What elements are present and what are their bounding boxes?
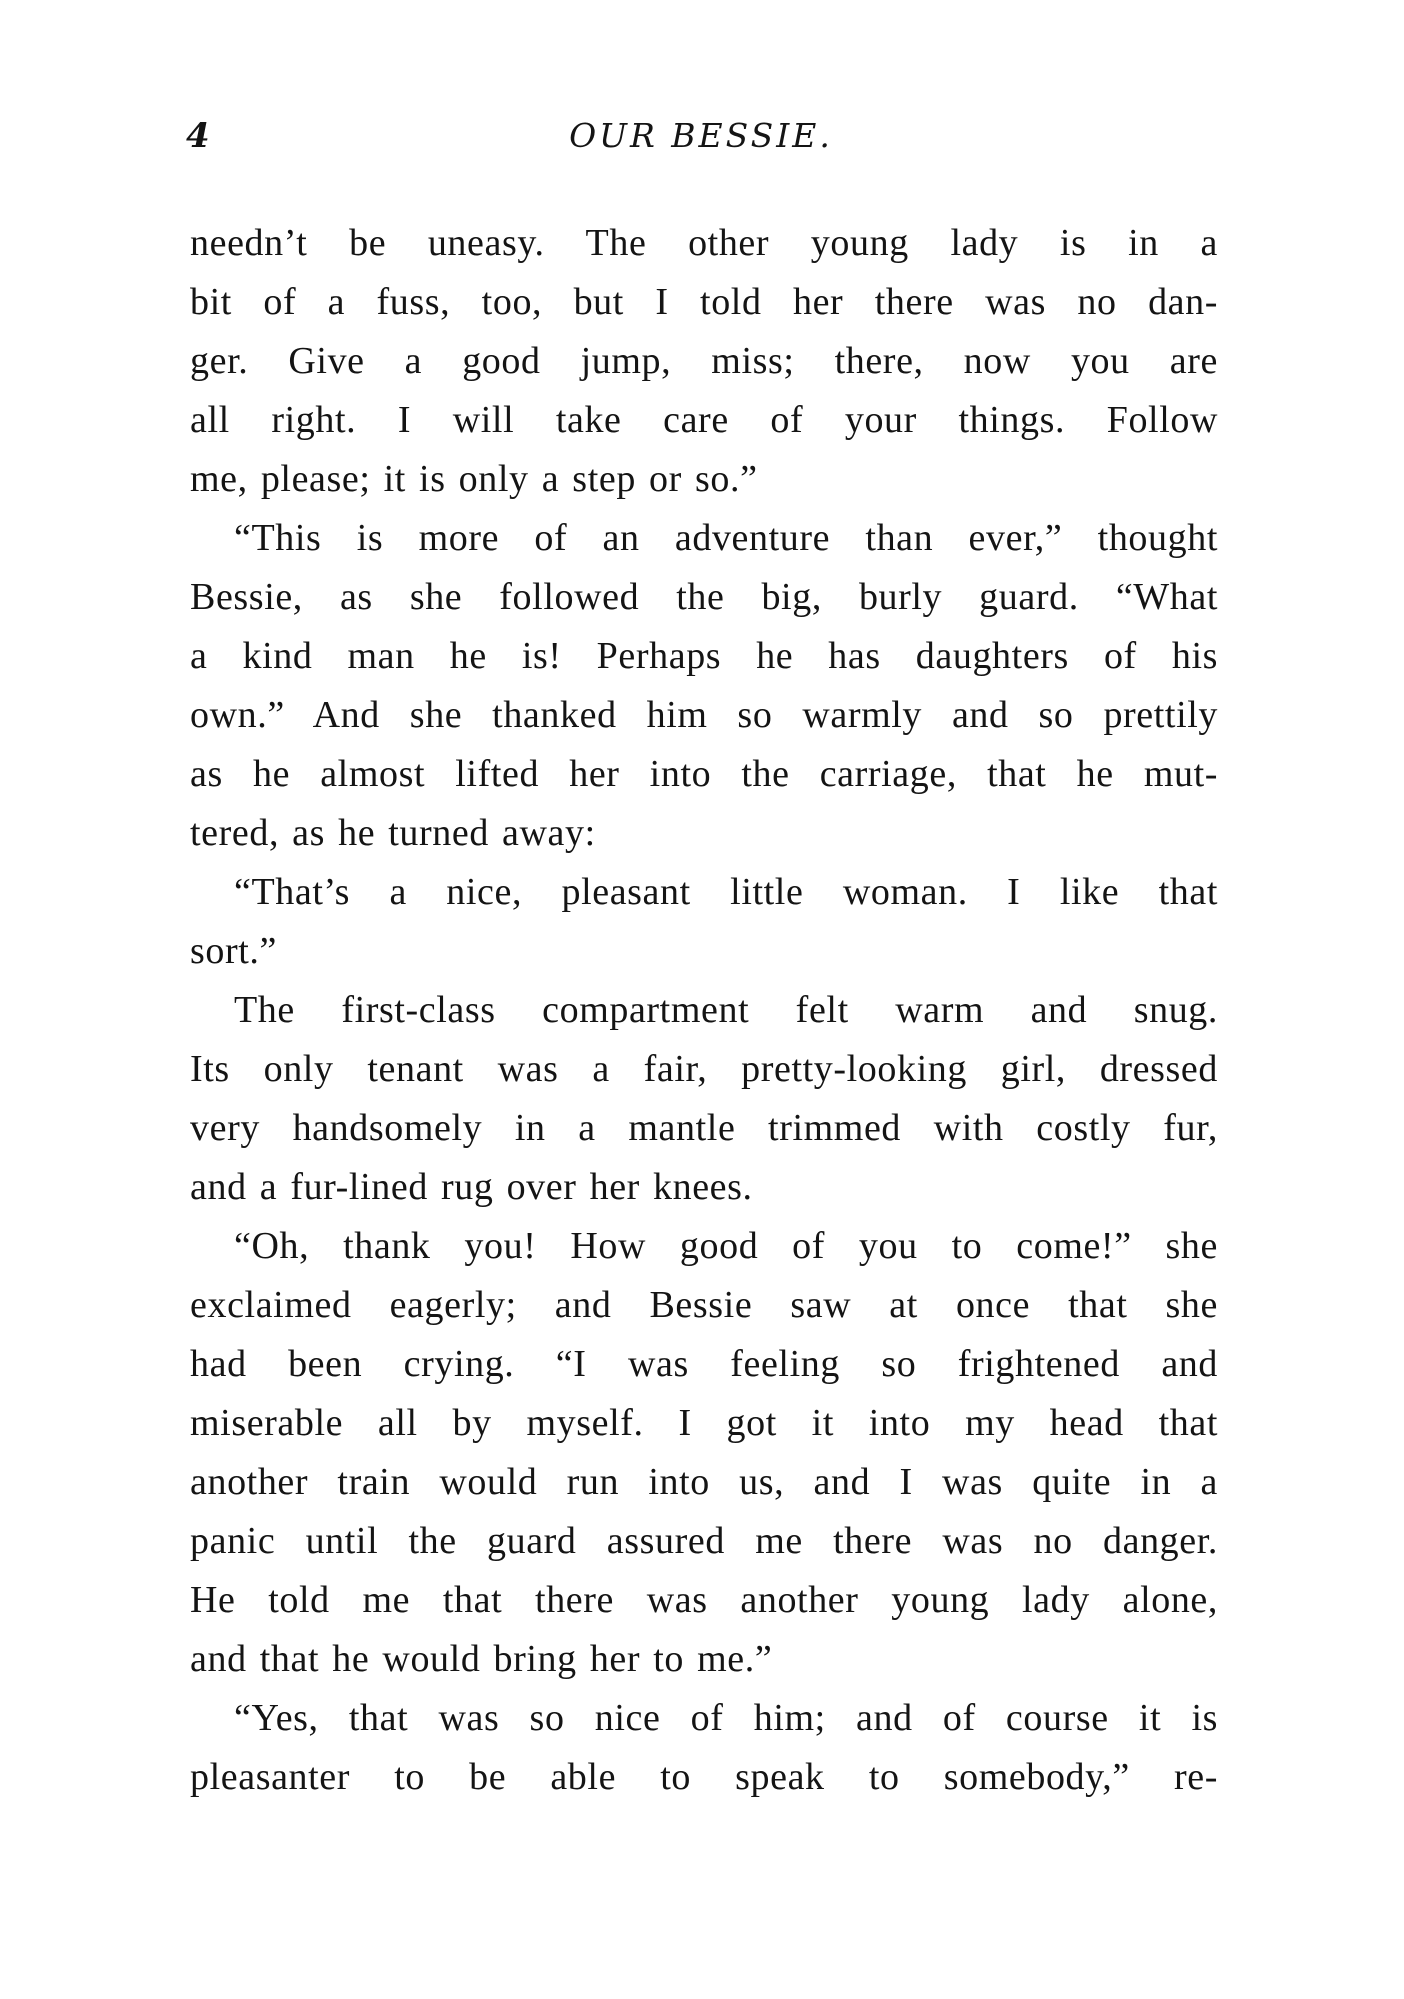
page-number: 4	[186, 116, 210, 156]
text-line: and that he would bring her to me.”	[190, 1638, 773, 1680]
text-line: panic until the guard assured me there was no danger.	[190, 1520, 1218, 1562]
text-line: all right. I will take care of your things. Follow	[190, 399, 1218, 441]
running-title: OUR BESSIE.	[569, 116, 833, 155]
text-line: Bessie, as she followed the big, burly guard. “What	[190, 576, 1218, 618]
text-line: as he almost lifted her into the carriage, that he mut-	[190, 753, 1218, 795]
text-line: miserable all by myself. I got it into my head that	[190, 1402, 1218, 1444]
text-line: sort.”	[190, 930, 277, 972]
body-text	[190, 214, 1218, 1807]
text-line: Its only tenant was a fair, pretty-looking girl, dressed	[190, 1048, 1218, 1090]
text-line: me, please; it is only a step or so.”	[190, 458, 758, 500]
text-line: “This is more of an adventure than ever,” thought	[234, 517, 1218, 559]
text-line: had been crying. “I was feeling so frightened and	[190, 1343, 1218, 1385]
text-line: own.” And she thanked him so warmly and so prettily	[190, 694, 1218, 736]
text-line: pleasanter to be able to speak to somebody,” re-	[190, 1756, 1218, 1798]
text-line: and a fur-lined rug over her knees.	[190, 1166, 753, 1208]
text-line: another train would run into us, and I was quite in a	[190, 1461, 1218, 1503]
text-line: bit of a fuss, too, but I told her there was no dan-	[190, 281, 1218, 323]
text-line: tered, as he turned away:	[190, 812, 596, 854]
text-line: exclaimed eagerly; and Bessie saw at once that she	[190, 1284, 1218, 1326]
text-line: “That’s a nice, pleasant little woman. I like that	[234, 871, 1218, 913]
text-line: needn’t be uneasy. The other young lady is in a	[190, 222, 1218, 264]
text-line: He told me that there was another young lady alone,	[190, 1579, 1218, 1621]
text-line: a kind man he is! Perhaps he has daughters of his	[190, 635, 1218, 677]
text-line: very handsomely in a mantle trimmed with costly fur,	[190, 1107, 1218, 1149]
text-line: “Yes, that was so nice of him; and of course it is	[234, 1697, 1218, 1739]
text-line: “Oh, thank you! How good of you to come!” she	[234, 1225, 1218, 1267]
running-head	[186, 116, 1216, 164]
text-line: ger. Give a good jump, miss; there, now you are	[190, 340, 1218, 382]
text-line: The first-class compartment felt warm and snug.	[234, 989, 1218, 1031]
